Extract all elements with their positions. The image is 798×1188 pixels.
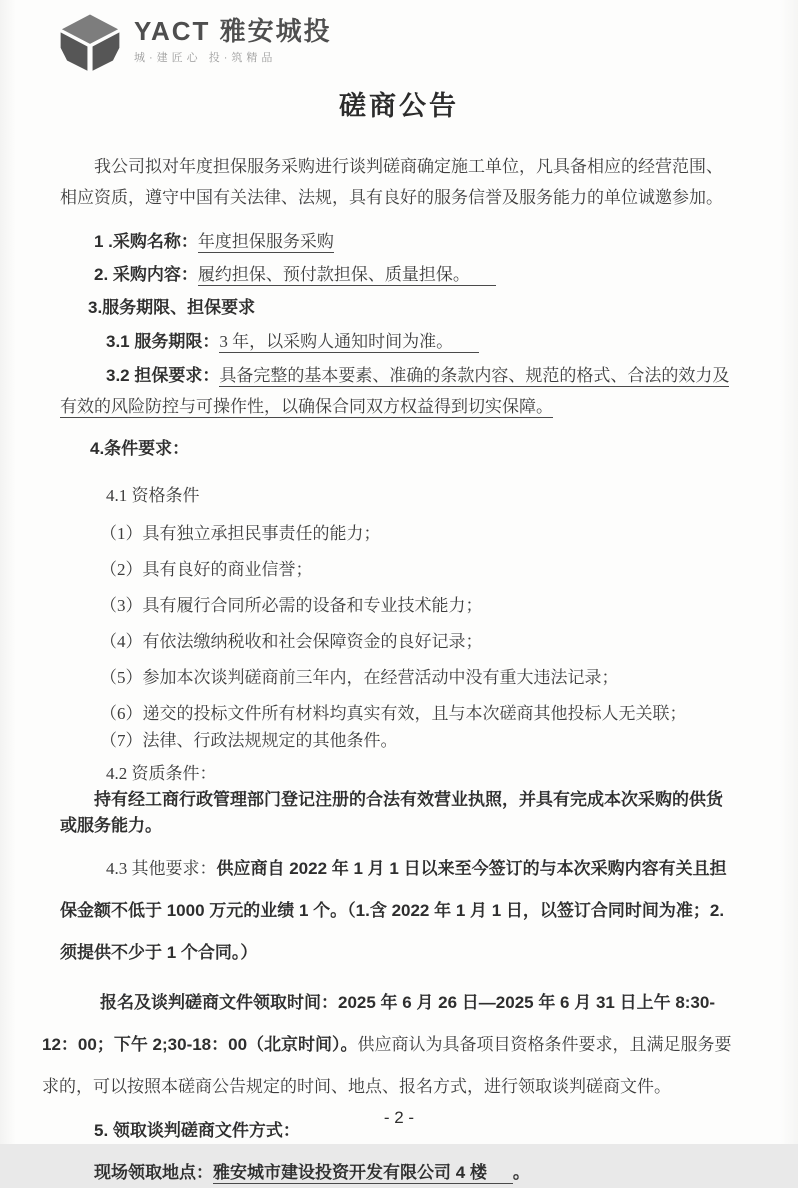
procurement-content-row xyxy=(94,259,738,290)
service-term-heading: 3.服务期限、担保要求 xyxy=(88,298,256,317)
pickup-location-value: 雅安城市建设投资开发有限公司 4 楼 xyxy=(213,1163,513,1184)
qualification-item: （7）法律、行政法规规定的其他条件。 xyxy=(100,731,398,750)
conditions-heading: 4.条件要求： xyxy=(90,439,190,458)
guarantee-requirement-paragraph xyxy=(60,360,738,422)
qualification-item: （5）参加本次谈判磋商前三年内，在经营活动中没有重大违法记录； xyxy=(100,668,619,687)
qualification-heading: 4.1 资格条件 xyxy=(106,486,200,505)
intro-paragraph: 我公司拟对年度担保服务采购进行谈判磋商确定施工单位，凡具备相应的经营范围、相应资质，遵守中国有关法律、法规，具有良好的服务信誉及服务能力的单位诚邀参加。 xyxy=(60,157,723,207)
registration-paragraph xyxy=(42,982,742,1108)
brand-tagline: 城·建匠心 投·筑精品 xyxy=(134,52,277,65)
qualification-item: （1）具有独立承担民事责任的能力； xyxy=(100,524,381,543)
brand-text xyxy=(134,12,332,65)
registration-body: 供应商认为具备项目资格条件要求，且满足服务要求的，可以按照本磋商公告规定的时间、地点、报名方式，进行领取谈判磋商文件。 xyxy=(42,1035,732,1096)
registration-label: 报名及谈判磋商文件领取时间： xyxy=(100,993,338,1012)
qualification-item: （6）递交的投标文件所有材料均真实有效，且与本次磋商其他投标人无关联； xyxy=(100,704,687,723)
procurement-content-label: 2. 采购内容： xyxy=(94,265,198,284)
service-term-label: 3.1 服务期限： xyxy=(106,332,220,351)
credential-body: 持有经工商行政管理部门登记注册的合法有效营业执照，并具有完成本次采购的供货或服务能力。 xyxy=(60,790,723,835)
other-requirements-body: 供应商自 2022 年 1 月 1 日以来至今签订的与本次采购内容有关且担保金额不低于 1000 万元的业绩 1 个。（1.含 2022 年 1 月 1 日，以签订合同时间为准；2.须提供不少于 1 个合同。） xyxy=(60,859,727,962)
document-title: 磋商公告 xyxy=(339,91,459,121)
pickup-location-label: 现场领取地点： xyxy=(94,1163,213,1182)
pickup-location-suffix: 。 xyxy=(512,1163,530,1182)
credential-heading: 4.2 资质条件： xyxy=(106,764,217,783)
service-term-row xyxy=(106,326,738,357)
procurement-name-value: 年度担保服务采购 xyxy=(197,232,334,251)
document-pickup-heading: 5. 领取谈判磋商文件方式： xyxy=(94,1121,300,1140)
document-body xyxy=(0,84,798,1188)
cube-logo-icon xyxy=(58,12,122,72)
qualification-item: （4）有依法缴纳税收和社会保障资金的良好记录； xyxy=(100,632,483,651)
page-number: - 2 - xyxy=(383,1108,415,1127)
guarantee-requirement-value: 具备完整的基本要素、准确的条款内容、规范的格式、合法的效力及有效的风险防控与可操作性，以确保合同双方权益得到切实保障。 xyxy=(60,366,730,416)
procurement-content-value: 履约担保、预付款担保、质量担保。 xyxy=(198,265,496,286)
pickup-location-row xyxy=(94,1157,738,1188)
procurement-name-row xyxy=(94,226,738,257)
company-logo xyxy=(58,12,332,72)
registration-time: 2025 年 6 月 26 日—2025 年 6 月 31 日上午 8:30-12：00；下午 2;30-18：00（北京时间）。 xyxy=(42,993,716,1054)
brand-name: YACT 雅安城投 xyxy=(134,16,332,46)
other-requirements-paragraph xyxy=(60,848,738,974)
service-term-value: 3 年，以采购人通知时间为准。 xyxy=(219,332,479,353)
procurement-name-label: 1 .采购名称： xyxy=(94,232,198,251)
guarantee-requirement-label: 3.2 担保要求： xyxy=(106,366,220,385)
qualification-item: （2）具有良好的商业信誉； xyxy=(100,560,313,579)
qualification-item: （3）具有履行合同所必需的设备和专业技术能力； xyxy=(100,596,483,615)
other-requirements-label: 4.3 其他要求： xyxy=(106,859,217,878)
